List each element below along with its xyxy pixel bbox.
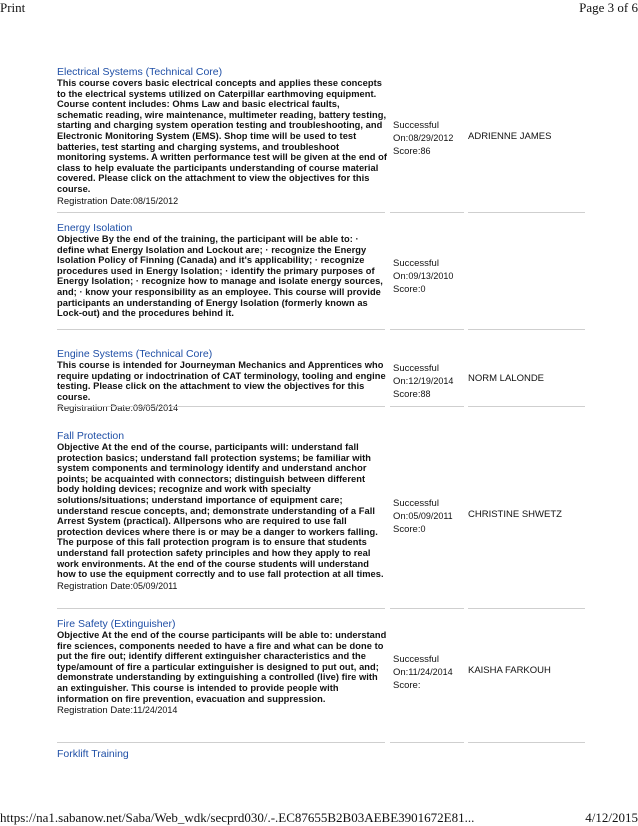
row-divider xyxy=(57,329,385,330)
row-divider xyxy=(390,212,464,213)
status: Successful xyxy=(393,498,439,509)
score: 86 xyxy=(420,146,431,156)
registration-date-label: Registration Date: xyxy=(57,705,134,717)
course-description: Objective At the end of the course, participants will: understand fall protection basics; understand fall protection systems; be familiar with system components and terminology identify and understand anchor points; be acquainted with connectors; distinguish between different body holding devices; recognize and work with specialty solutions/situations; understand importance of equipment care; understand rescue concepts, and; demonstrate understanding of a Fall Arrest System (practical). Allpersons who are required to use fall protection devices where there is or may be a danger to workers falling. The purpose of this fall protection program is to ensure that students understand fall protection safety principles and how they apply to real work environments. At the end of the course students will understand how to use the equipment correctly and to use fall protection at all times. xyxy=(57,442,384,580)
completion-date: 09/13/2010 xyxy=(408,271,454,281)
registration-date-label: Registration Date: xyxy=(57,580,134,592)
course-description: This course covers basic electrical concepts and applies these concepts to the electrical systems utilized on Caterpillar earthmoving equipment. Course content includes: Ohms Law and basic electrical faults, schematic reading, wire maintenance, multimeter reading, battery testing, starting and charging system operation testing and troubleshooting, and Electronic Monitoring System (EMS). Shop time will be used to test batteries, test starting and charging systems, and troubleshoot monitoring systems. A written performance test will be given at the end of class to help evaluate the participants understanding of course material covered. Please click on the attachment to view the objectives for this course. xyxy=(57,78,388,194)
on-label: On: xyxy=(393,667,409,678)
course-title[interactable]: Energy Isolation xyxy=(57,222,133,234)
on-label: On: xyxy=(393,133,409,144)
score-line xyxy=(393,523,465,536)
registration-line xyxy=(57,402,387,415)
course-description-cell xyxy=(57,618,387,717)
course-title[interactable]: Engine Systems (Technical Core) xyxy=(57,348,213,360)
course-title[interactable]: Forklift Training xyxy=(57,748,129,760)
status: Successful xyxy=(393,120,439,131)
score-label: Score: xyxy=(393,524,421,535)
completion-date: 12/19/2014 xyxy=(408,376,454,386)
print-label: Print xyxy=(0,0,26,15)
course-title[interactable]: Electrical Systems (Technical Core) xyxy=(57,66,223,78)
status: Successful xyxy=(393,654,439,665)
course-row xyxy=(57,222,585,348)
completion-date: 11/24/2014 xyxy=(408,667,453,677)
course-row xyxy=(57,748,585,768)
row-divider xyxy=(468,742,585,743)
page-url[interactable]: https://na1.sabanow.net/Saba/Web_wdk/secprd030/.-.EC87655B2B03AEBE3901672E81... xyxy=(0,810,475,825)
score: 0 xyxy=(420,284,426,294)
score-line xyxy=(393,145,465,158)
instructor: ADRIENNE JAMES xyxy=(468,131,552,142)
course-row xyxy=(57,430,585,610)
course-title[interactable]: Fall Protection xyxy=(57,430,125,442)
print-footer xyxy=(0,810,638,826)
on-label: On: xyxy=(393,271,409,282)
instructor: NORM LALONDE xyxy=(468,373,545,384)
registration-date: 05/09/2011 xyxy=(133,580,178,591)
registration-date: 09/05/2014 xyxy=(133,403,179,414)
course-row xyxy=(57,66,585,212)
row-divider xyxy=(57,608,385,609)
row-divider xyxy=(57,406,385,407)
course-description-cell xyxy=(57,430,387,593)
score: 0 xyxy=(420,524,426,534)
completion-date-line xyxy=(393,270,465,283)
row-divider xyxy=(468,608,585,609)
page-number: Page 3 of 6 xyxy=(579,0,638,15)
registration-date-label: Registration Date: xyxy=(57,195,134,207)
course-row xyxy=(57,348,585,418)
print-date: 4/12/2015 xyxy=(585,810,638,825)
completion-date-line xyxy=(393,510,465,523)
row-divider xyxy=(390,742,464,743)
score-line xyxy=(393,388,465,401)
course-description: Objective At the end of the course participants will be able to: understand fire sciences, components needed to have a fire and what can be done to put the fire out; identify different extinguisher characteristics and the type/amount of fire a particular extinguisher is designed to put out, and; demonstrate understanding by extinguishing a controlled (live) fire with an extinguisher. This course is intended to provide people with information on fire prevention, evacuation and suppression. xyxy=(57,630,387,704)
row-divider xyxy=(468,212,585,213)
course-title[interactable]: Fire Safety (Extinguisher) xyxy=(57,618,176,630)
course-row xyxy=(57,618,585,744)
instructor: KAISHA FARKOUH xyxy=(468,665,551,676)
score-label: Score: xyxy=(393,389,421,400)
completion-date: 05/09/2011 xyxy=(408,511,453,521)
score: 88 xyxy=(420,389,431,399)
status-cell xyxy=(393,120,465,158)
row-divider xyxy=(468,406,585,407)
on-label: On: xyxy=(393,376,409,387)
status-cell xyxy=(393,654,465,692)
completion-date-line xyxy=(393,666,465,679)
instructor: CHRISTINE SHWETZ xyxy=(468,509,562,520)
row-divider xyxy=(468,329,585,330)
row-divider xyxy=(57,212,385,213)
course-description-cell xyxy=(57,748,387,760)
registration-line xyxy=(57,580,387,593)
completion-date: 08/29/2012 xyxy=(408,133,454,143)
registration-date: 08/15/2012 xyxy=(133,195,179,206)
score-line xyxy=(393,283,465,296)
completion-date-line xyxy=(393,375,465,388)
registration-line xyxy=(57,704,387,717)
print-header xyxy=(0,0,638,16)
course-description: This course is intended for Journeyman Mechanics and Apprentices who require updating or indoctrination of CAT terminology, tooling and engine testing. Please click on the attachment to view the objectives for this course. xyxy=(57,360,386,402)
registration-date: 11/24/2014 xyxy=(133,705,178,716)
row-divider xyxy=(390,329,464,330)
course-description: Objective By the end of the training, the participant will be able to: · define what Energy Isolation and Lockout are; · recognize the Energy Isolation Policy of Finning (Canada) and it's applicability; · recognize procedures used in Energy Isolation; · identify the primary purposes of Energy Isolation; · recognize how to manage and isolate energy sources, and; · know your responsibility as an employee. This course will provide participants an understanding of Energy Isolation (formerly known as Lock-out) and the procedures behind it. xyxy=(57,234,383,319)
score-line xyxy=(393,679,465,692)
score-label: Score: xyxy=(393,680,421,691)
row-divider xyxy=(57,742,385,743)
status-cell xyxy=(393,363,465,401)
on-label: On: xyxy=(393,511,409,522)
status-cell xyxy=(393,498,465,536)
course-description-cell xyxy=(57,66,387,208)
course-description-cell xyxy=(57,222,387,319)
registration-date-label: Registration Date: xyxy=(57,403,134,415)
status-cell xyxy=(393,258,465,296)
registration-line xyxy=(57,195,387,208)
row-divider xyxy=(390,608,464,609)
status: Successful xyxy=(393,258,439,269)
row-divider xyxy=(390,406,464,407)
completion-date-line xyxy=(393,132,465,145)
status: Successful xyxy=(393,363,439,374)
score-label: Score: xyxy=(393,284,421,295)
score-label: Score: xyxy=(393,146,421,157)
